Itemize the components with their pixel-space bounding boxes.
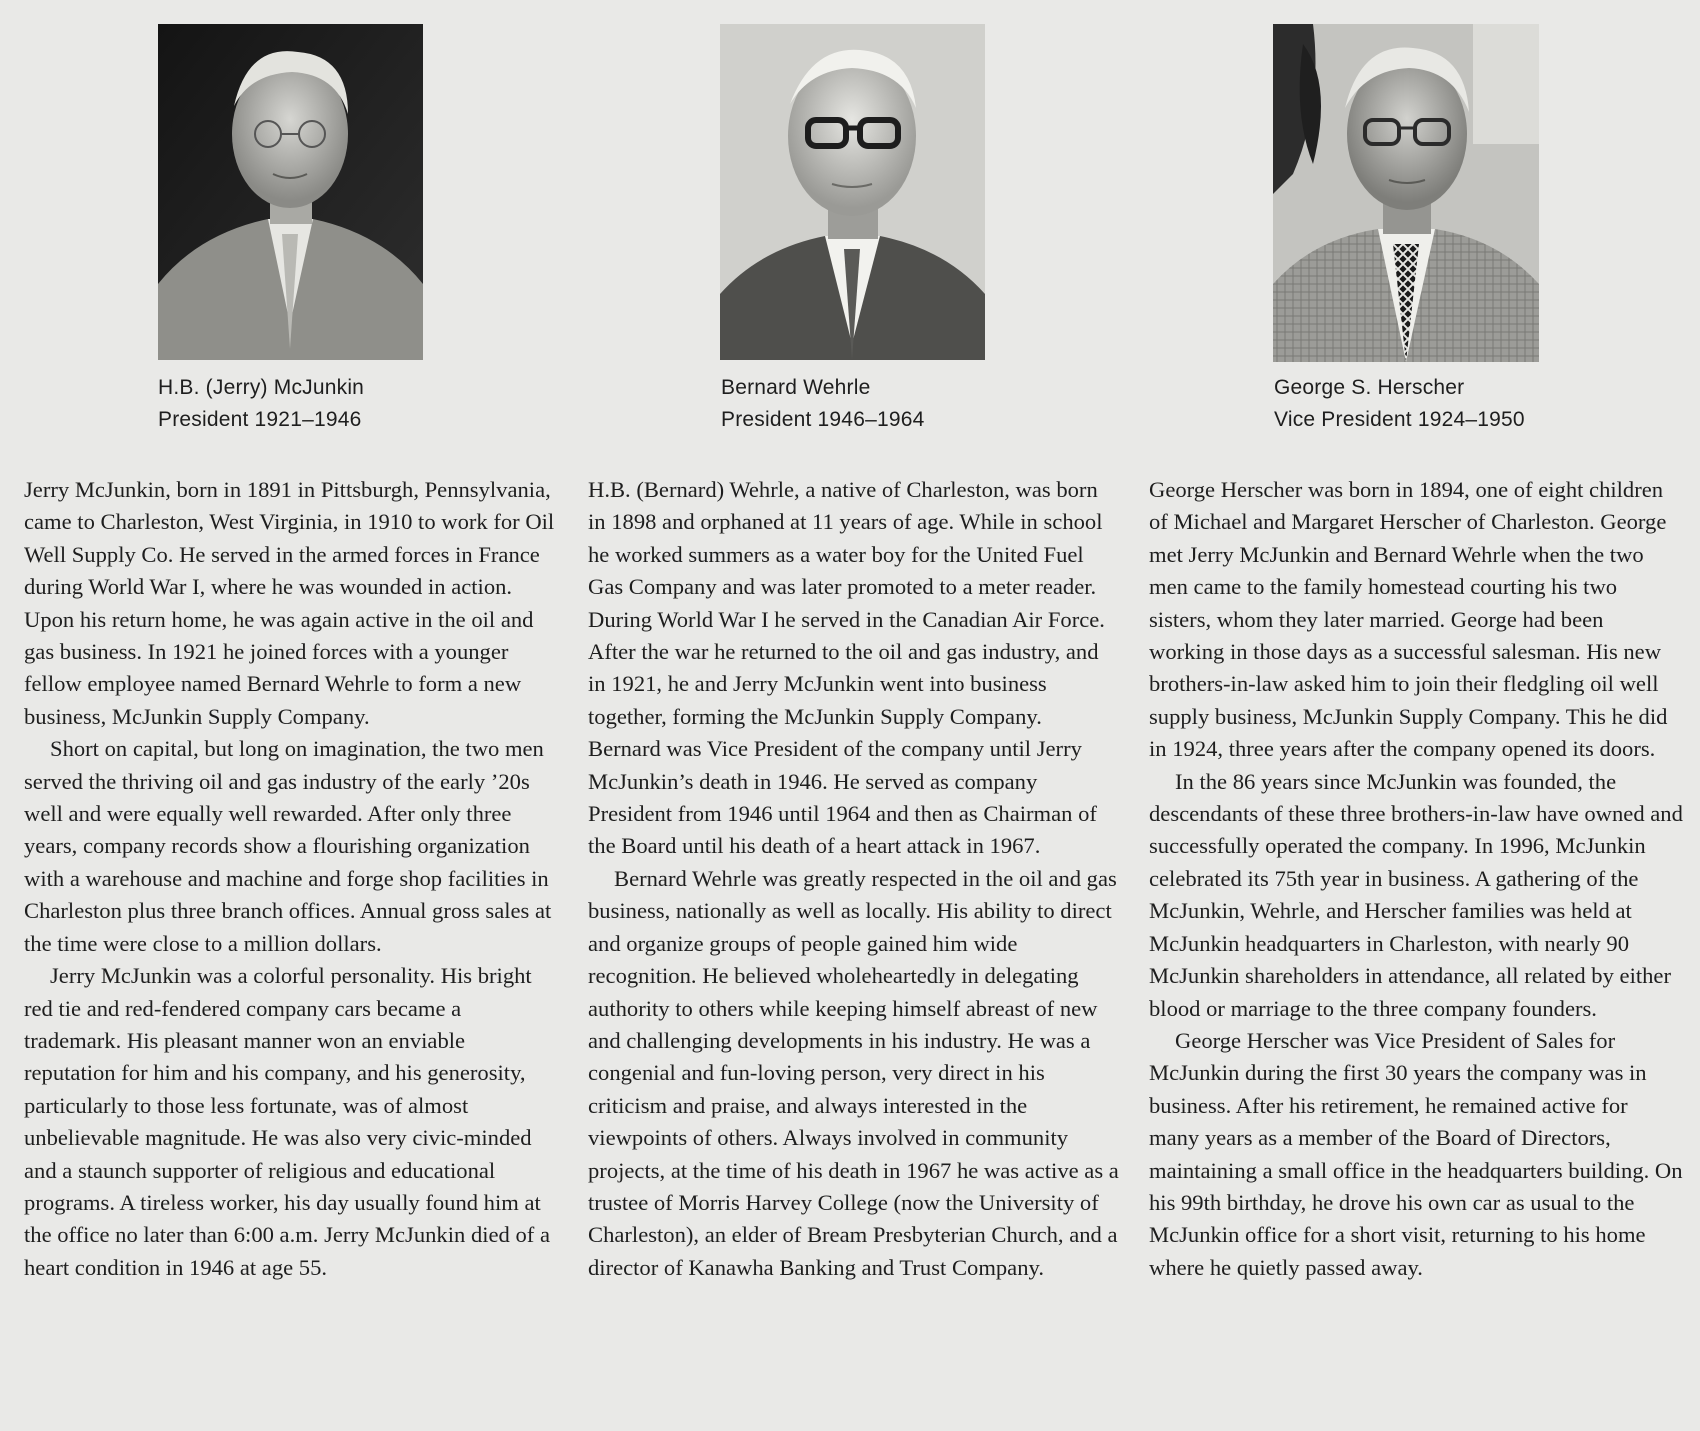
person-title: President 1946–1964 — [721, 408, 925, 431]
person-title: Vice President 1924–1950 — [1274, 408, 1525, 431]
portrait-photo-herscher — [1273, 24, 1539, 362]
bio-paragraph: Short on capital, but long on imagination, the two men served the thriving oil and gas industry of the early ’20s well and were equally well rewarded. After only three years, company records show a flourishing organization with a warehouse and machine and forge shop facilities in Charleston plus three branch offices. Annual gross sales at the time were close to a million dollars. — [24, 736, 552, 956]
photo-caption — [721, 372, 924, 436]
bio-paragraph: In the 86 years since McJunkin was founded, the descendants of these three brothers-in-law have owned and successfully operated the company. In 1996, McJunkin celebrated its 75th year in business. A gathering of the McJunkin, Wehrle, and Herscher families was held at McJunkin headquarters in Charleston, with nearly 90 McJunkin shareholders in attendance, all related by either blood or marriage to the three company founders. — [1149, 768, 1683, 1021]
bio-paragraph: George Herscher was born in 1894, one of eight children of Michael and Margaret Herscher of Charleston. George met Jerry McJunkin and Bernard Wehrle when the two men came to the family homestead courting his two sisters, whom they later married. George had been working in those days as a successful salesman. His new brothers-in-law asked him to join their fledgling oil well supply business, McJunkin Supply Company. This he did in 1924, three years after the company opened its doors. — [1149, 477, 1668, 762]
photo-caption — [1274, 372, 1525, 436]
bio-paragraph: George Herscher was Vice President of Sales for McJunkin during the first 30 years the company was in business. After his retirement, he remained active for many years as a member of the Board of Directors, maintaining a small office in the headquarters building. On his 99th birthday, he drove his own car as usual to the McJunkin office for a short visit, returning to his home where he quietly passed away. — [1149, 1027, 1683, 1280]
person-name: H.B. (Jerry) McJunkin — [158, 376, 365, 399]
person-name: Bernard Wehrle — [721, 376, 871, 399]
biography-text — [588, 474, 1120, 1284]
biography-text — [1149, 474, 1683, 1284]
bio-paragraph: Jerry McJunkin, born in 1891 in Pittsburgh, Pennsylvania, came to Charleston, West Virginia, in 1910 to work for Oil Well Supply Co. He served in the armed forces in France during World War I, where he was wounded in action. Upon his return home, he was again active in the oil and gas business. In 1921 he joined forces with a younger fellow employee named Bernard Wehrle to form a new business, McJunkin Supply Company. — [24, 477, 555, 729]
bio-paragraph: Jerry McJunkin was a colorful personality. His bright red tie and red-fendered company cars became a trademark. His pleasant manner won an enviable reputation for him and his company, and his generosity, particularly to those less fortunate, was of almost unbelievable magnitude. He was also very civic-minded and a staunch supporter of religious and educational programs. A tireless worker, his day usually found him at the office no later than 6:00 a.m. Jerry McJunkin died of a heart condition in 1946 at age 55. — [24, 963, 550, 1280]
bio-paragraph: Bernard Wehrle was greatly respected in the oil and gas business, nationally as well as locally. His ability to direct and organize groups of people gained him wide recognition. He believed wholeheartedly in delegating authority to others while keeping himself abreast of new and challenging developments in his industry. He was a congenial and fun-loving person, very direct in his criticism and praise, and always interested in the viewpoints of others. Always involved in community projects, at the time of his death in 1967 he was active as a trustee of Morris Harvey College (now the University of Charleston), an elder of Bream Presbyterian Church, and a director of Kanawha Banking and Trust Company. — [588, 865, 1119, 1280]
person-title: President 1921–1946 — [158, 408, 362, 431]
portrait-photo-wehrle — [720, 24, 985, 360]
person-name: George S. Herscher — [1274, 376, 1465, 399]
bio-paragraph: H.B. (Bernard) Wehrle, a native of Charleston, was born in 1898 and orphaned at 11 years of age. While in school he worked summers as a water boy for the United Fuel Gas Company and was later promoted to a meter reader. During World War I he served in the Canadian Air Force. After the war he returned to the oil and gas industry, and in 1921, he and Jerry McJunkin went into business together, forming the McJunkin Supply Company. Bernard was Vice President of the company until Jerry McJunkin’s death in 1946. He served as company President from 1946 until 1964 and then as Chairman of the Board until his death of a heart attack in 1967. — [588, 477, 1105, 859]
